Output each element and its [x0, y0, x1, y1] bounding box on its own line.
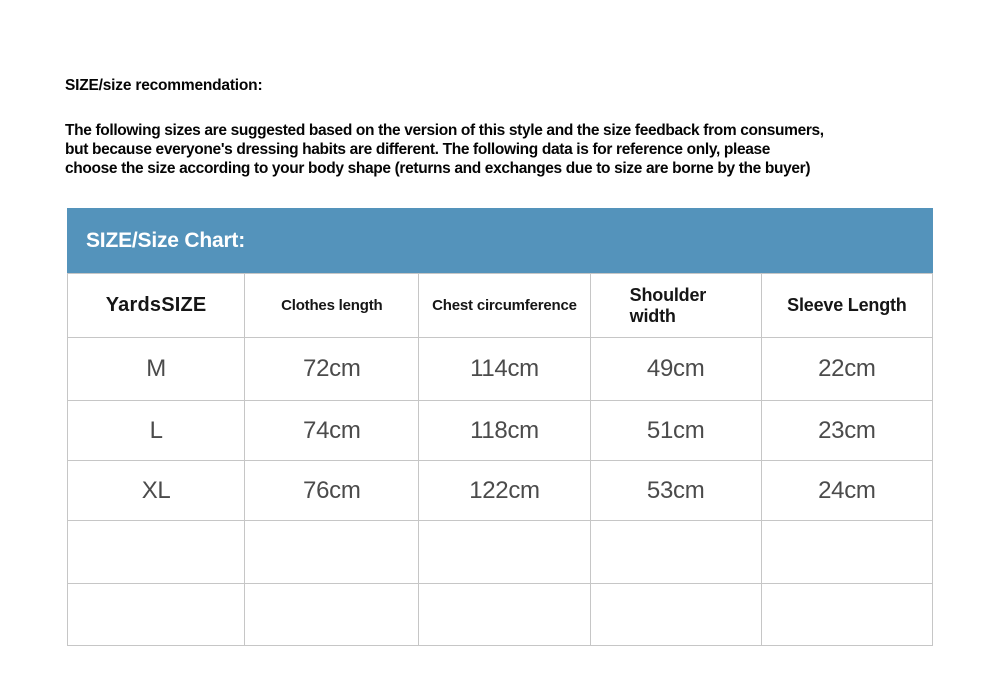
recommendation-title: SIZE/size recommendation:	[65, 77, 263, 94]
size-chart-table	[67, 273, 933, 646]
cell-chest-circumference: 122cm	[419, 461, 590, 521]
cell-empty	[419, 584, 590, 646]
column-header-yards-size: YardsSIZE	[68, 274, 245, 338]
size-chart-title-bar	[67, 208, 933, 273]
cell-clothes-length: 72cm	[245, 338, 419, 401]
column-header-chest-circumference: Chest circumference	[419, 274, 590, 338]
cell-empty	[245, 584, 419, 646]
cell-sleeve-length: 22cm	[761, 338, 932, 401]
cell-clothes-length: 74cm	[245, 401, 419, 461]
cell-clothes-length: 76cm	[245, 461, 419, 521]
cell-empty	[419, 521, 590, 584]
table-row-size-xl	[68, 461, 933, 521]
column-header-shoulder-width-label: Shoulder width	[629, 284, 707, 326]
cell-size: M	[68, 338, 245, 401]
column-header-sleeve-length: Sleeve Length	[761, 274, 932, 338]
cell-empty	[761, 521, 932, 584]
cell-shoulder-width: 49cm	[590, 338, 761, 401]
recommendation-body	[65, 121, 955, 178]
table-row-empty	[68, 584, 933, 646]
cell-empty	[68, 521, 245, 584]
cell-shoulder-width: 51cm	[590, 401, 761, 461]
table-row-empty	[68, 521, 933, 584]
cell-empty	[68, 584, 245, 646]
cell-chest-circumference: 118cm	[419, 401, 590, 461]
cell-sleeve-length: 23cm	[761, 401, 932, 461]
cell-chest-circumference: 114cm	[419, 338, 590, 401]
recommendation-body-line-1: The following sizes are suggested based on the version of this style and the size feedback from consumers,	[65, 122, 824, 139]
size-chart-title: SIZE/Size Chart:	[86, 228, 245, 252]
column-header-shoulder-width	[590, 274, 761, 338]
cell-empty	[590, 584, 761, 646]
column-header-clothes-length: Clothes length	[245, 274, 419, 338]
cell-empty	[761, 584, 932, 646]
table-row-size-l	[68, 401, 933, 461]
cell-empty	[590, 521, 761, 584]
cell-size: L	[68, 401, 245, 461]
table-row-size-m	[68, 338, 933, 401]
cell-size: XL	[68, 461, 245, 521]
table-header-row	[68, 274, 933, 338]
cell-sleeve-length: 24cm	[761, 461, 932, 521]
recommendation-body-line-3: choose the size according to your body shape (returns and exchanges due to size are borne by the buyer)	[65, 160, 811, 177]
recommendation-body-line-2: but because everyone's dressing habits are different. The following data is for reference only, please	[65, 141, 771, 158]
cell-empty	[245, 521, 419, 584]
cell-shoulder-width: 53cm	[590, 461, 761, 521]
